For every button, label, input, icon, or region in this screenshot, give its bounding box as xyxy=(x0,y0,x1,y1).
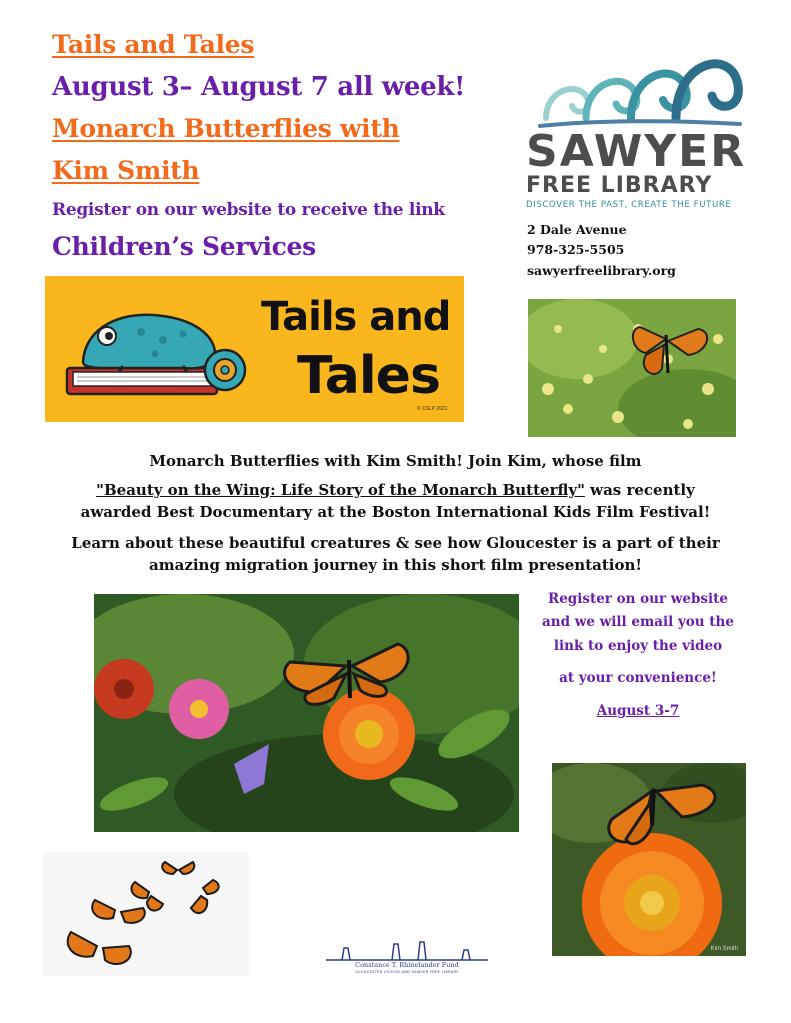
sidebar-line1: Register on our website xyxy=(548,591,728,607)
description-line1: Monarch Butterflies with Kim Smith! Join Kim, whose film xyxy=(149,452,642,470)
photo-butterfly-orange-zinnia xyxy=(552,763,746,956)
event-presenter: Kim Smith xyxy=(52,156,200,185)
library-website[interactable]: sawyerfreelibrary.org xyxy=(527,263,676,278)
logo-tagline: DISCOVER THE PAST, CREATE THE FUTURE xyxy=(526,200,732,210)
chameleon-on-book-icon xyxy=(63,296,253,406)
fund-subtitle: GLOUCESTER LYCEUM AND SAWYER FREE LIBRARY xyxy=(355,970,459,974)
event-subtitle: Monarch Butterflies with xyxy=(52,114,400,143)
butterflies-cluster-image xyxy=(43,852,249,976)
register-note: Register on our website to receive the link xyxy=(52,200,445,220)
description-line4: Learn about these beautiful creatures & see how Gloucester is a part of their xyxy=(71,534,720,552)
orange-zinnia-image xyxy=(552,763,746,956)
sidebar-date: August 3-7 xyxy=(596,703,680,719)
event-title: Tails and Tales xyxy=(52,30,255,59)
wave-logo-icon xyxy=(526,40,746,130)
film-title: "Beauty on the Wing: Life Story of the Monarch Butterfly" xyxy=(96,481,585,499)
banner-title-bottom: Tales xyxy=(297,346,440,406)
flying-monarchs-icon xyxy=(43,852,249,976)
description-line2 xyxy=(40,479,751,501)
library-address: 2 Dale Avenue xyxy=(527,222,627,237)
sidebar-line3: link to enjoy the video xyxy=(553,638,723,654)
sidebar-line4: at your convenience! xyxy=(559,670,717,686)
garden-zinnia-image xyxy=(94,594,519,832)
banner-title-top: Tails and xyxy=(261,294,451,340)
description-line3: awarded Best Documentary at the Boston International Kids Film Festival! xyxy=(80,503,711,521)
photo-butterfly-yellow-flowers xyxy=(528,299,736,437)
description-line5: amazing migration journey in this short film presentation! xyxy=(149,556,642,574)
department-name: Children’s Services xyxy=(52,232,316,261)
logo-name-line1: SAWYER xyxy=(526,126,747,177)
photo-butterfly-zinnia-garden xyxy=(94,594,519,832)
tails-and-tales-banner xyxy=(45,276,464,422)
library-phone: 978-325-5505 xyxy=(527,242,625,257)
sidebar-line2: and we will email you the xyxy=(542,614,734,630)
event-dates: August 3– August 7 all week! xyxy=(52,72,466,102)
description-line2-rest: was recently xyxy=(584,481,695,499)
butterfly-flowers-image xyxy=(528,299,736,437)
lighthouse-skyline-icon xyxy=(322,940,492,962)
sawyer-logo xyxy=(526,40,746,215)
photo-credit: Kim Smith xyxy=(710,946,738,952)
rhinelander-fund-logo xyxy=(322,940,492,980)
banner-copyright: © CSLP 2021 xyxy=(417,406,448,412)
logo-name-line2: FREE LIBRARY xyxy=(526,173,713,198)
fund-name: Constance T. Rhinelander Fund xyxy=(355,961,459,969)
